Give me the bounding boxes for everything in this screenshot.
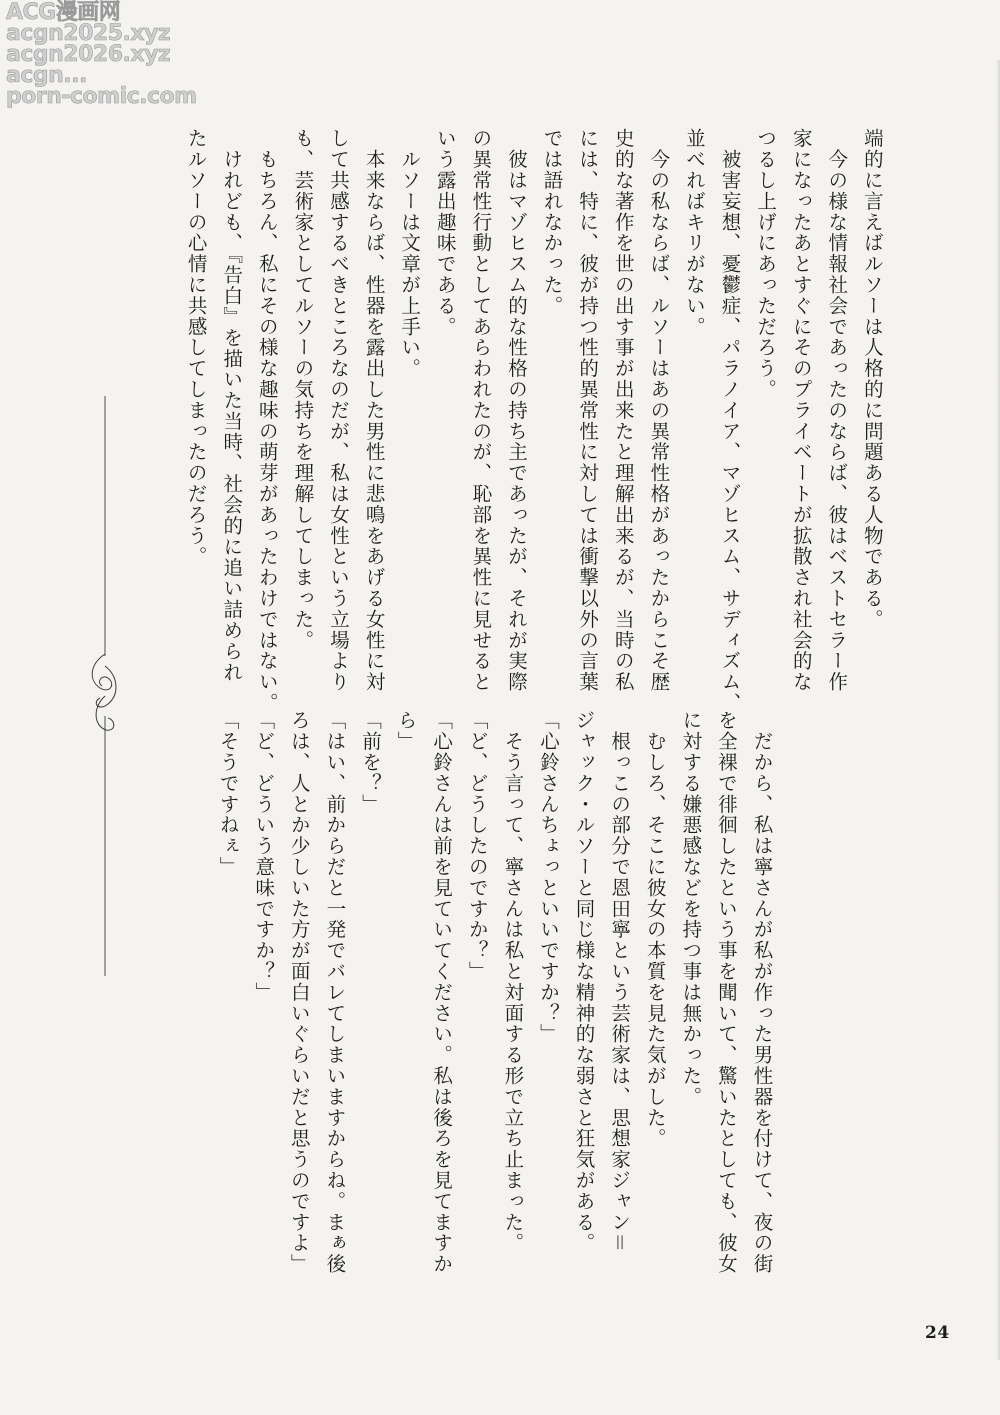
text-line: つるし上げにあっただろう。 [754, 128, 778, 400]
watermark-line: acgn2026.xyz [6, 42, 171, 67]
text-line: 史的な著作を世の出す事が出来たと理解出来るが、当時の私 [611, 128, 635, 693]
watermark-line: acgn2025.xyz [6, 21, 171, 46]
text-line: むしろ、そこに彼女の本質を見た気がした。 [643, 710, 667, 1149]
text-line: も、芸術家としてルソーの気持ちを理解してしまった。 [291, 128, 315, 651]
site-watermark [6, 2, 197, 107]
text-line: には、特に、彼が持つ性的異常性に対しては衝撃以外の言葉 [576, 128, 600, 693]
text-line: 「前を？」 [358, 710, 382, 815]
text-line: もちろん、私にその様な趣味の萌芽があったわけではない。 [255, 128, 279, 714]
text-line: ルソーは文章が上手い。 [398, 128, 422, 379]
text-line: 並べればキリがない。 [682, 128, 706, 337]
text-line: そう言って、寧さんは私と対面する形で立ち止まった。 [501, 710, 525, 1254]
page-number: 24 [925, 1323, 950, 1343]
text-line: だから、私は寧さんが私が作った男性器を付けて、夜の街 [750, 710, 774, 1275]
text-line: して共感するべきところなのだが、私は女性という立場より [326, 128, 350, 693]
lower-text-block [210, 710, 780, 1290]
watermark-line: porn-comic.com [6, 84, 197, 109]
text-line: けれども、『告白』を描いた当時、社会的に追い詰められ [220, 128, 244, 683]
text-line: 今の私ならば、ルソーはあの異常性格があったからこそ歴 [647, 128, 671, 693]
text-line: 「ど、どうしたのですか？」 [465, 710, 489, 982]
upper-text-block [178, 128, 890, 714]
page-edge-shadow [996, 60, 1000, 1360]
text-line: いう露出趣味である。 [433, 128, 457, 337]
text-line: 「心鈴さんちょっといいですか？」 [536, 710, 560, 1045]
text-line: の異常性行動としてあらわれたのが、恥部を異性に見せると [469, 128, 493, 693]
text-line: 「はい、前からだと一発でバレてしまいますからね。まぁ後 [323, 710, 347, 1275]
text-line: 根っこの部分で恩田寧という芸術家は、思想家ジャン＝ [608, 710, 632, 1254]
section-divider-ornament [70, 396, 140, 976]
text-line: 被害妄想、憂鬱症、パラノイア、マゾヒスム、サディズム、 [718, 128, 742, 714]
text-line: に対する嫌悪感などを持つ事は無かった。 [679, 710, 703, 1108]
text-line: 「そうですねぇ」 [216, 710, 240, 878]
text-line: たルソーの心情に共感してしまったのだろう。 [184, 128, 208, 567]
text-line: 「心鈴さんは前を見ていてください。私は後ろを見てますか [430, 710, 454, 1275]
text-line: ら」 [394, 710, 418, 752]
text-line: では語れなかった。 [540, 128, 564, 317]
watermark-line: acgn... [6, 63, 87, 88]
watermark-line: ACG漫画网 [6, 0, 121, 25]
text-line: ろは、人とか少しいた方が面白いぐらいだと思うのですよ」 [287, 710, 311, 1275]
text-line: ジャック・ルソーと同じ様な精神的な弱さと狂気がある。 [572, 710, 596, 1254]
text-line: 彼はマゾヒスム的な性格の持ち主であったが、それが実際 [504, 128, 528, 693]
text-line: 今の様な情報社会であったのならば、彼はベストセラー作 [825, 128, 849, 693]
text-line: 家になったあとすぐにそのプライベートが拡散され社会的な [789, 128, 813, 693]
text-line: 「ど、どういう意味ですか？」 [252, 710, 276, 1003]
text-line: 端的に言えばルソーは人格的に問題ある人物である。 [860, 128, 884, 630]
text-line: を全裸で徘徊したという事を聞いて、驚いたとしても、彼女 [714, 710, 738, 1275]
text-line: 本来ならば、性器を露出した男性に悲鳴をあげる女性に対 [362, 128, 386, 693]
